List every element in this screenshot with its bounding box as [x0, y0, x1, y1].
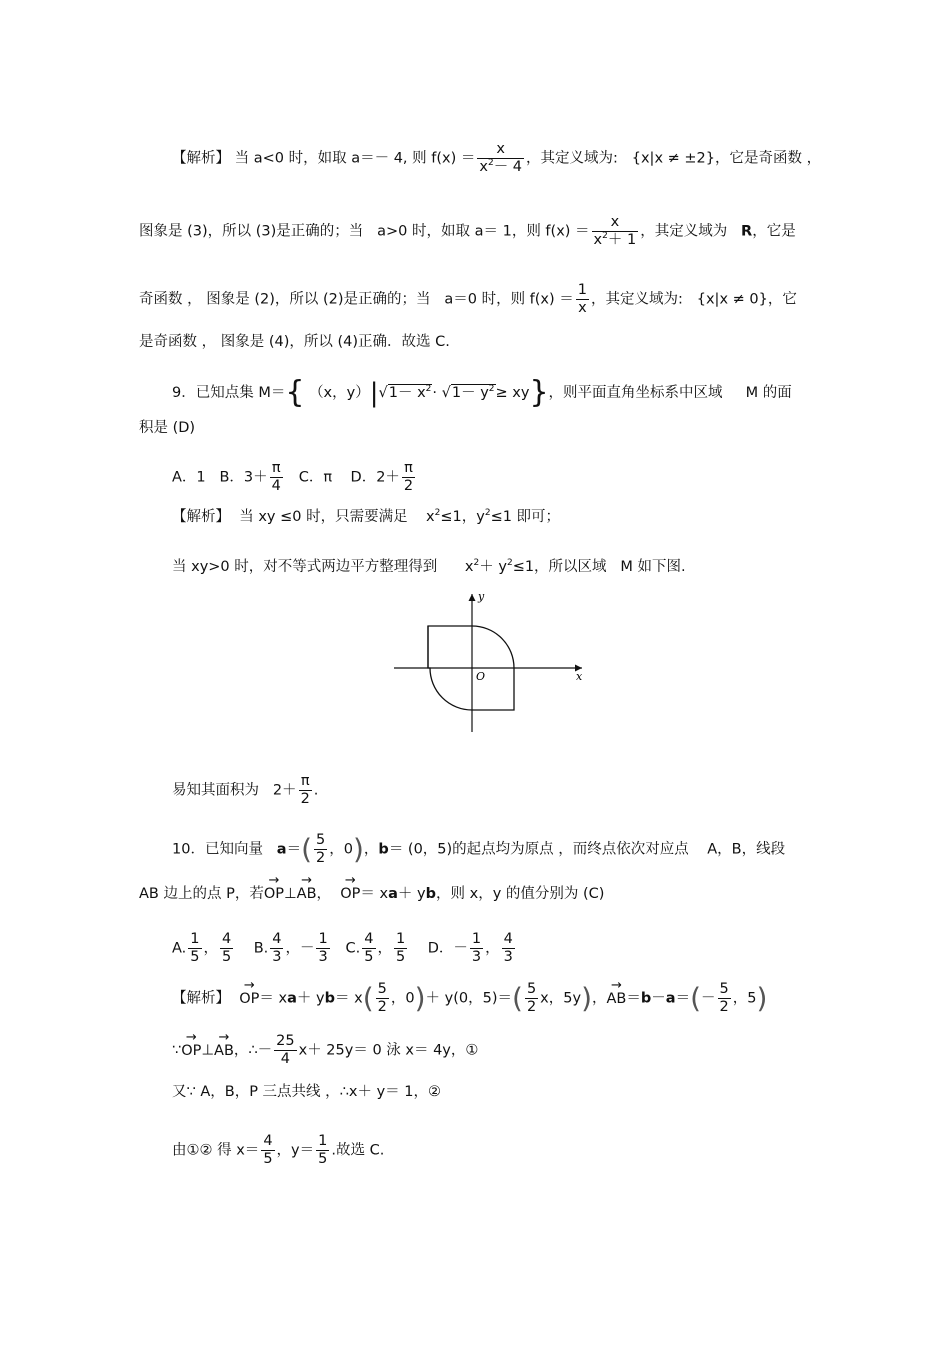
origin-label: O [476, 670, 486, 683]
question-9-options: A．1 B．3＋ $\frac{\pi}{4}$ C．π D．2＋ $\frac{\pi}{2}$ [172, 460, 414, 494]
option-d: D．－ [427, 940, 468, 957]
solution-line-1: 【解析】 当 a<0 时，如取 a＝－ 4, 则 f(x) ＝ $\frac{x}{x^2- 4}$ ，其定义域为: {x|x ≠ ±2}，它是奇函数 ， [172, 141, 822, 175]
solution-line-2: 图象是 (3)，所以 (3)是正确的；当 a>0 时，如取 a＝ 1，则 f(x) ＝ $\frac{x}{x^2+ 1}$ ，其定义域为 R，它是 [139, 214, 796, 248]
question-10: 10．已知向量 a＝( $\frac{5}{2}$ ，0)，b＝ (0，5)的起点均为原点 ，而终点依次对应点 A，B，线段 [172, 832, 786, 866]
question-10-line-2: AB 边上的点 P，若→ OP⊥→ AB， → OP＝ xa＋ yb，则 x，y 的值分别为 (C) [139, 884, 604, 904]
fraction: $\frac{1}{x}$ [577, 282, 588, 316]
question-10-options: A. $\frac{1}{5}$ ， $\frac{4}{5}$ B. $\frac{4}{3}$ ，－ $\frac{1}{3}$ C. $\frac{4}{5}$ ， $\frac{1}{5}$ D．－ $\frac{1}{3}$ ， $\frac{4}{3}$ [172, 931, 513, 965]
option-a: A. [172, 940, 187, 957]
option-a: A．1 [172, 469, 206, 486]
question-10-solution-3: 又∵ A，B，P 三点共线 ，∴x＋ y＝ 1，② [172, 1084, 441, 1100]
question-9-solution-2: 当 xy>0 时，对不等式两边平方整理得到 $x^2+ y^2\le 1$，所以区域 M 如下图. [172, 558, 686, 575]
question-9-line-2: 积是 (D) [139, 420, 196, 436]
solution-line-4: 是奇函数 ， 图象是 (4)，所以 (4)正确．故选 C. [139, 334, 450, 350]
x-axis-label: x [576, 670, 583, 683]
option-b: B. [253, 940, 269, 957]
question-10-solution-2: ∵→ OP⊥→ AB，∴－ $\frac{25}{4}$ x＋ 25y＝ 0 泳 x＝ 4y，① [172, 1033, 478, 1068]
option-c: C．π [298, 469, 333, 486]
y-axis-label: y [478, 590, 485, 603]
option-b: B．3＋ [219, 469, 268, 486]
fraction: $\frac{x}{x^2- 4}$ [479, 141, 523, 175]
question-10-solution-4: 由①② 得 x＝ $\frac{4}{5}$ ，y＝ $\frac{1}{5}$ .故选 C. [172, 1133, 385, 1167]
fraction: $\frac{x}{x^2+ 1}$ [593, 214, 637, 248]
question-10-solution-1: 【解析】 → OP＝ xa＋ yb＝ x( $\frac{5}{2}$ ，0)＋ y(0，5)＝( $\frac{5}{2}$ x，5y)，→ AB＝b－a＝(－ $\frac{5}{2}$ ，5) [172, 981, 767, 1016]
question-9-solution-1: 【解析】 当 xy ≤0 时，只需要满足 $x^2\le 1$，$y^2\le 1$ 即可； [172, 508, 561, 525]
option-c: C. [345, 940, 361, 957]
question-9: 9．已知点集 M＝{ （x，$y)|√1- x^2\cdot √1- y^2\ge xy$}，则平面直角坐标系中区域 M 的面 [172, 375, 792, 410]
area-result: 易知其面积为 2＋ $\frac{\pi}{2}$ . [172, 773, 319, 807]
solution-label: 【解析】 [172, 150, 230, 167]
option-d: D．2＋ [350, 469, 400, 486]
region-m-figure [392, 590, 592, 740]
solution-line-3: 奇函数 ， 图象是 (2)，所以 (2)是正确的；当 a＝0 时，则 f(x) ＝ $\frac{1}{x}$ ，其定义域为: {x|x ≠ 0}，它 [139, 282, 797, 316]
